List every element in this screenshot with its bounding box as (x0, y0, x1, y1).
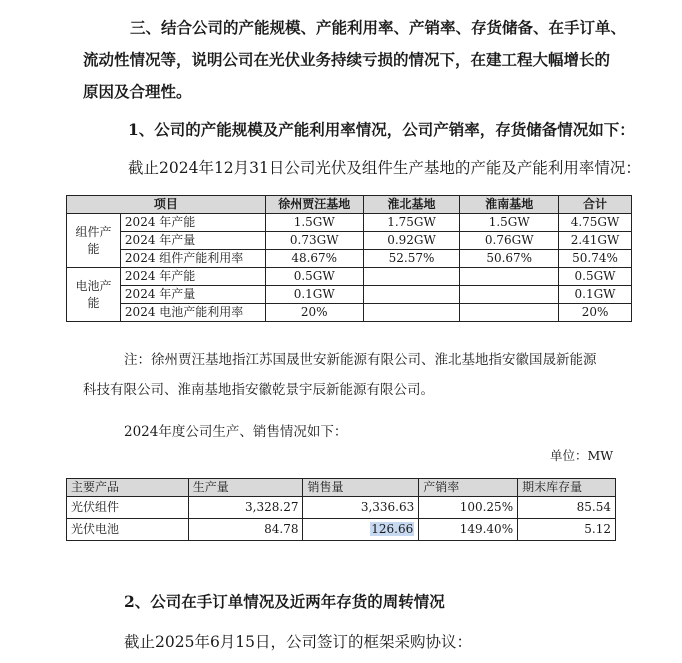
cell-total: 0.1GW (559, 286, 632, 304)
cell-xuzhou: 20% (265, 304, 363, 322)
capacity-table (66, 195, 632, 322)
table-row (67, 214, 632, 232)
cell-inventory: 85.54 (518, 497, 616, 519)
cell-produced: 84.78 (188, 519, 303, 541)
table-row (67, 232, 632, 250)
cell-xuzhou: 0.5GW (265, 268, 363, 286)
group-label-cell: 电池产 能 (67, 268, 121, 322)
cell-huainan (460, 268, 559, 286)
note-line-2: 科技有限公司、淮南基地指安徽乾景宇辰新能源有限公司。 (83, 382, 434, 398)
highlighted-value[interactable]: 126.66 (371, 522, 414, 536)
sales-table (66, 478, 616, 541)
table-row (67, 286, 632, 304)
cell-total: 4.75GW (559, 214, 632, 232)
unit-label: 单位：MW (550, 448, 614, 463)
cell-huainan: 0.76GW (460, 232, 559, 250)
row-item: 2024 年产能 (120, 268, 265, 286)
header-ratio: 产销率 (419, 479, 518, 497)
table-row (67, 519, 616, 541)
header-xuzhou: 徐州贾汪基地 (265, 196, 363, 214)
cell-huainan: 1.5GW (460, 214, 559, 232)
heading-line-1: 三、结合公司的产能规模、产能利用率、产销率、存货储备、在手订单、 (130, 18, 627, 37)
sales-table-header (67, 479, 616, 497)
cell-huaibei (363, 304, 460, 322)
cell-ratio: 100.25% (419, 497, 518, 519)
header-product: 主要产品 (67, 479, 189, 497)
cell-xuzhou: 1.5GW (265, 214, 363, 232)
cell-huaibei: 52.57% (363, 250, 460, 268)
cell-produced: 3,328.27 (188, 497, 303, 519)
table-row (67, 250, 632, 268)
cell-total: 20% (559, 304, 632, 322)
cell-huainan (460, 304, 559, 322)
heading-line-2: 流动性情况等，说明公司在光伏业务持续亏损的情况下，在建工程大幅增长的 (83, 50, 611, 69)
cell-total: 2.41GW (559, 232, 632, 250)
cell-sold (303, 519, 419, 541)
cell-xuzhou: 48.67% (265, 250, 363, 268)
table-row (67, 304, 632, 322)
row-item: 2024 组件产能利用率 (120, 250, 265, 268)
note-line-1: 注：徐州贾汪基地指江苏国晟世安新能源有限公司、淮北基地指安徽国晟新能源 (124, 352, 597, 368)
cell-total: 50.74% (559, 250, 632, 268)
header-total: 合计 (559, 196, 632, 214)
group-label-module: 组件产 能 (67, 214, 121, 268)
cell-xuzhou: 0.73GW (265, 232, 363, 250)
cell-huaibei (363, 286, 460, 304)
cell-huaibei: 1.75GW (363, 214, 460, 232)
cell-ratio: 149.40% (419, 519, 518, 541)
row-item: 2024 年产量 (120, 286, 265, 304)
section2-title: 2、公司在手订单情况及近两年存货的周转情况 (124, 592, 445, 611)
header-item: 项目 (67, 196, 266, 214)
row-item: 2024 年产能 (120, 214, 265, 232)
section2-intro: 截止2025年6月15日，公司签订的框架采购协议： (124, 633, 473, 651)
header-inventory: 期末库存量 (518, 479, 616, 497)
cell-total: 0.5GW (559, 268, 632, 286)
header-produced: 生产量 (188, 479, 303, 497)
cell-product: 光伏电池 (67, 519, 189, 541)
capacity-table-header (67, 196, 632, 214)
row-item: 2024 年产量 (120, 232, 265, 250)
cell-huainan (460, 286, 559, 304)
section1-intro: 截止2024年12月31日公司光伏及组件生产基地的产能及产能利用率情况： (128, 159, 641, 177)
heading-line-3: 原因及合理性。 (83, 82, 192, 101)
cell-product: 光伏组件 (67, 497, 189, 519)
section1-title: 1、公司的产能规模及产能利用率情况，公司产销率，存货储备情况如下： (128, 120, 635, 139)
sales-intro: 2024年度公司生产、销售情况如下： (124, 424, 348, 440)
cell-huaibei: 0.92GW (363, 232, 460, 250)
row-item: 2024 电池产能利用率 (120, 304, 265, 322)
cell-xuzhou: 0.1GW (265, 286, 363, 304)
table-row (67, 268, 632, 286)
header-sold: 销售量 (303, 479, 419, 497)
header-huainan: 淮南基地 (460, 196, 559, 214)
cell-sold: 3,336.63 (303, 497, 419, 519)
cell-huainan: 50.67% (460, 250, 559, 268)
cell-huaibei (363, 268, 460, 286)
header-huaibei: 淮北基地 (363, 196, 460, 214)
cell-inventory: 5.12 (518, 519, 616, 541)
table-row (67, 497, 616, 519)
